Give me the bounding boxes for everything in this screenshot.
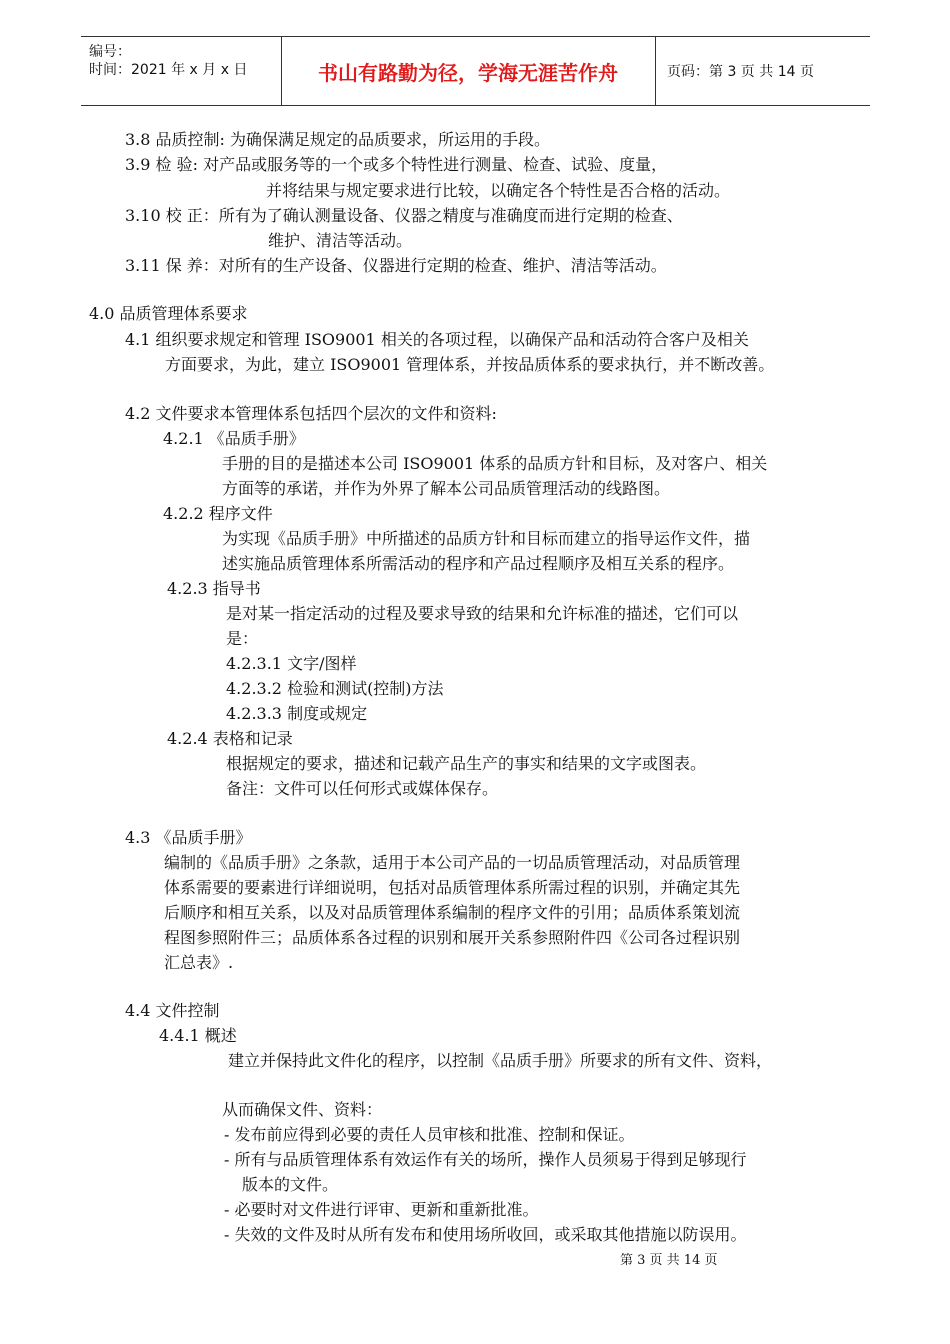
body-line: 3.10 校 正：所有为了确认测量设备、仪器之精度与准确度而进行定期的检查、 [125, 206, 683, 225]
body-line: 4.2.3.3 制度或规定 [226, 704, 368, 723]
section-heading: 4.0 品质管理体系要求 [89, 304, 248, 323]
body-line: 维护、清洁等活动。 [268, 231, 413, 250]
body-line: 编制的《品质手册》之条款，适用于本公司产品的一切品质管理活动，对品质管理 [164, 853, 741, 872]
body-line: 汇总表》. [164, 953, 234, 972]
body-line: 后顺序和相互关系，以及对品质管理体系编制的程序文件的引用；品质体系策划流 [164, 903, 741, 922]
body-line: 3.8 品质控制: 为确保满足规定的品质要求，所运用的手段。 [125, 130, 551, 149]
body-line: 根据规定的要求，描述和记载产品生产的事实和结果的文字或图表。 [226, 754, 707, 773]
subsection-heading: 4.2.1 《品质手册》 [163, 429, 305, 448]
number-label: 编号： [89, 44, 131, 60]
body-line: 3.11 保 养：对所有的生产设备、仪器进行定期的检查、维护、清洁等活动。 [125, 256, 667, 275]
page-label: 页码：第 3 页 共 14 页 [667, 64, 814, 80]
list-item: - 所有与品质管理体系有效运作有关的场所，操作人员须易于得到足够现行 [224, 1150, 747, 1169]
body-line: 是： [226, 629, 259, 648]
time-label: 时间：2021 年 x 月 x 日 [89, 62, 248, 78]
subsection-heading: 4.2.2 程序文件 [163, 504, 273, 523]
body-line: 4.3 《品质手册》 [125, 828, 252, 847]
body-line: 4.4 文件控制 [125, 1001, 220, 1020]
body-line: 4.2.3.1 文字/图样 [226, 654, 357, 673]
body-line: 手册的目的是描述本公司 ISO9001 体系的品质方针和目标，及对客户、相关 [222, 454, 768, 473]
body-line: 为实现《品质手册》中所描述的品质方针和目标而建立的指导运作文件，描 [222, 529, 751, 548]
body-line: 从而确保文件、资料： [222, 1100, 383, 1119]
list-item: 版本的文件。 [242, 1175, 339, 1194]
body-line: 体系需要的要素进行详细说明，包括对品质管理体系所需过程的识别，并确定其先 [164, 878, 741, 897]
body-line: 4.1 组织要求规定和管理 ISO9001 相关的各项过程，以确保产品和活动符合客户及相关 [125, 330, 749, 349]
body-line: 3.9 检 验: 对产品或服务等的一个或多个特性进行测量、检查、试验、度量， [125, 155, 668, 174]
list-item: - 必要时对文件进行评审、更新和重新批准。 [224, 1200, 539, 1219]
body-line: 并将结果与规定要求进行比较，以确定各个特性是否合格的活动。 [266, 181, 731, 200]
body-line: 建立并保持此文件化的程序，以控制《品质手册》所要求的所有文件、资料， [228, 1051, 773, 1070]
list-item: - 失效的文件及时从所有发布和使用场所收回，或采取其他措施以防误用。 [224, 1225, 747, 1244]
subsection-heading: 4.2.3 指导书 [167, 579, 261, 598]
body-line: 4.2.3.2 检验和测试(控制)方法 [226, 679, 444, 698]
body-line: 4.2 文件要求本管理体系包括四个层次的文件和资料: [125, 404, 497, 423]
body-line: 方面等的承诺，并作为外界了解本公司品质管理活动的线路图。 [222, 479, 671, 498]
header-meta [81, 37, 282, 105]
body-line: 方面要求，为此，建立 ISO9001 管理体系，并按品质体系的要求执行，并不断改善。 [165, 355, 775, 374]
subsection-heading: 4.4.1 概述 [159, 1026, 237, 1045]
list-item: - 发布前应得到必要的责任人员审核和批准、控制和保证。 [224, 1125, 635, 1144]
motto: 书山有路勤为径，学海无涯苦作舟 [281, 37, 656, 105]
subsection-heading: 4.2.4 表格和记录 [167, 729, 293, 748]
body-line: 述实施品质管理体系所需活动的程序和产品过程顺序及相互关系的程序。 [222, 554, 735, 573]
body-line: 是对某一指定活动的过程及要求导致的结果和允许标准的描述，它们可以 [226, 604, 739, 623]
page-footer: 第 3 页 共 14 页 [620, 1253, 718, 1268]
page-header [81, 36, 870, 106]
body-line: 程图参照附件三；品质体系各过程的识别和展开关系参照附件四《公司各过程识别 [164, 928, 741, 947]
body-line: 备注：文件可以任何形式或媒体保存。 [226, 779, 499, 798]
